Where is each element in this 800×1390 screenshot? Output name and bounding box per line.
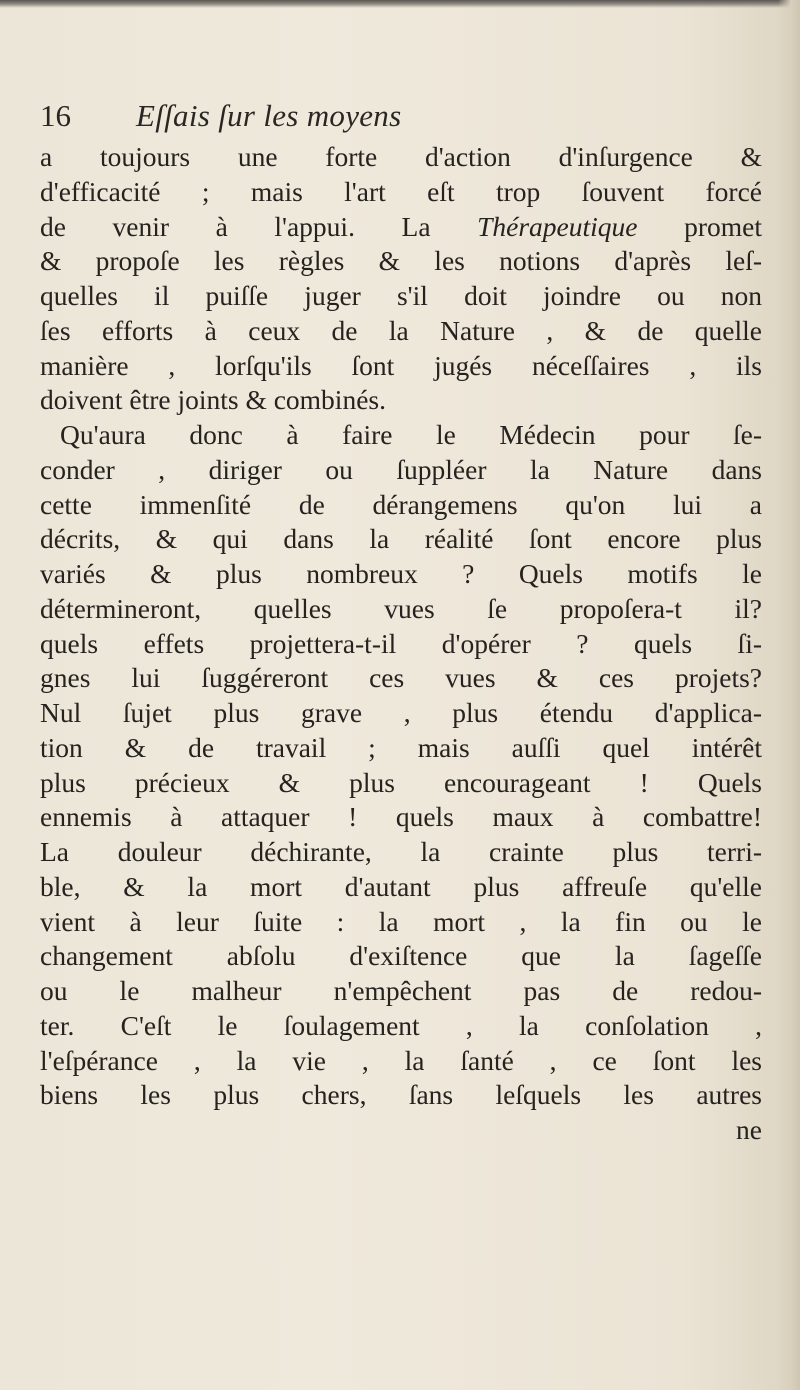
text-line-paragraph-end: doivent être joints & combinés. (40, 384, 386, 416)
text-line: changement abſolu d'exiſtence que la ſageſſe (40, 940, 762, 972)
catchword: ne (736, 1114, 762, 1145)
text-line-paragraph-start: Qu'aura donc à faire le Médecin pour ſe- (60, 419, 762, 450)
text-line: & propoſe les règles & les notions d'après leſ- (40, 245, 762, 277)
text-line: quels effets projettera-t-il d'opérer ? quels ſi- (40, 627, 762, 659)
text-line: détermineront, quelles vues ſe propoſera-t il? (40, 592, 762, 624)
text-line: gnes lui ſuggéreront ces vues & ces projets? (40, 662, 762, 694)
text-line: La douleur déchirante, la crainte plus terri- (40, 836, 762, 867)
text-line: biens les plus chers, ſans leſquels les autres (40, 1079, 762, 1111)
text-line: quelles il puiſſe juger s'il doit joindre ou non (40, 280, 762, 311)
text-line: ou le malheur n'empêchent pas de redou- (40, 975, 762, 1006)
page-header (40, 92, 760, 136)
text-line: Nul ſujet plus grave , plus étendu d'applica- (40, 697, 762, 728)
line-part: de venir à l'appui. La (40, 210, 478, 242)
text-line: a toujours une forte d'action d'inſurgence & (40, 141, 762, 172)
page-number: 16 (40, 98, 71, 133)
page-top-shadow (0, 0, 800, 8)
text-line: décrits, & qui dans la réalité ſont encore plus (40, 523, 762, 555)
text-line: vient à leur ſuite : la mort , la fin ou le (40, 905, 762, 937)
italic-term: Thérapeutique (477, 210, 638, 242)
running-title: Eſſais ſur les moyens (136, 98, 402, 133)
text-line: conder , diriger ou ſuppléer la Nature dans (40, 453, 762, 485)
text-line: tion & de travail ; mais auſſi quel intérêt (40, 731, 762, 763)
text-line: variés & plus nombreux ? Quels motifs le (40, 558, 762, 589)
line-part: promet (637, 210, 762, 242)
page-right-edge (778, 0, 800, 1390)
text-line-with-italic (40, 210, 762, 245)
text-line: d'efficacité ; mais l'art eſt trop ſouvent forcé (40, 175, 762, 207)
text-line: l'eſpérance , la vie , la ſanté , ce ſont les (40, 1044, 762, 1076)
text-line: manière , lorſqu'ils ſont jugés néceſſaires , ils (40, 349, 762, 381)
text-line: ſes efforts à ceux de la Nature , & de quelle (40, 314, 762, 346)
text-line: ennemis à attaquer ! quels maux à combattre! (40, 801, 762, 833)
text-line: ter. C'eſt le ſoulagement , la conſolation , (40, 1009, 762, 1041)
text-line: ble, & la mort d'autant plus affreuſe qu'elle (40, 870, 762, 902)
text-line: cette immenſité de dérangemens qu'on lui a (40, 488, 762, 520)
body-text (40, 140, 762, 1148)
text-line: plus précieux & plus encourageant ! Quels (40, 766, 762, 798)
